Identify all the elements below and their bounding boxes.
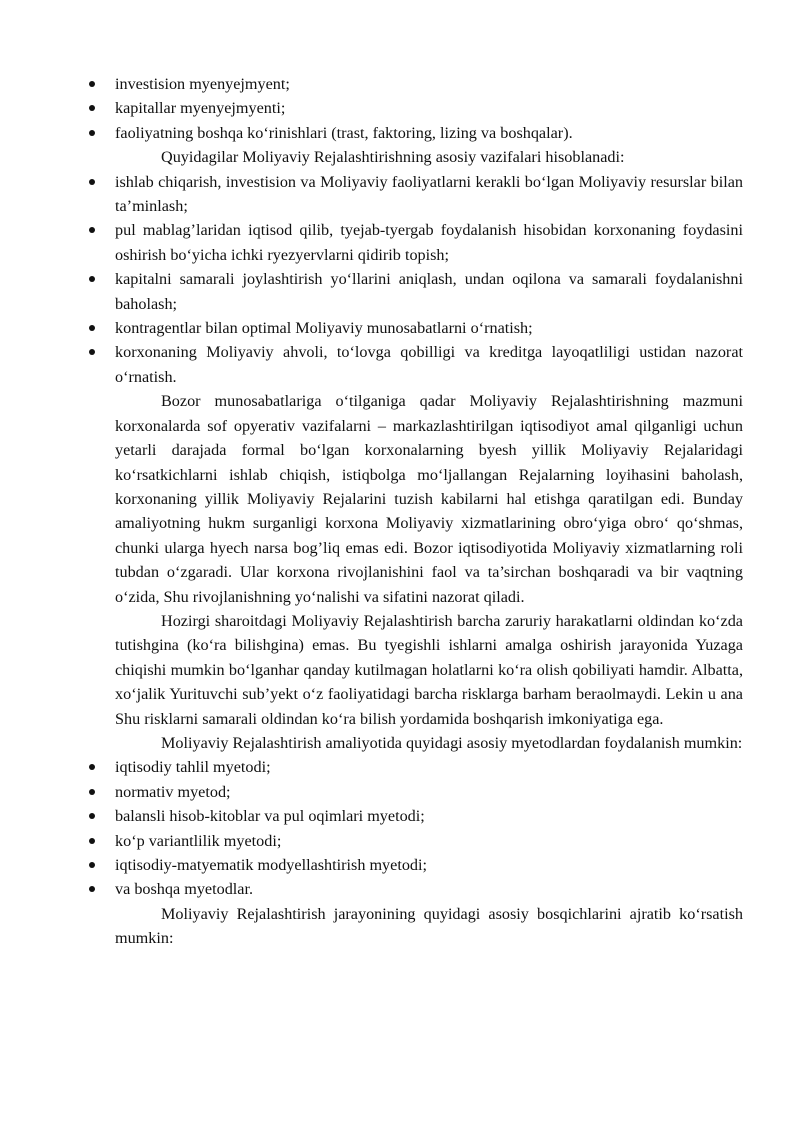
bullet-item	[85, 780, 743, 804]
bullet-text: va boshqa myetodlar.	[115, 880, 254, 899]
bullet-text: iqtisodiy tahlil myetodi;	[115, 758, 271, 777]
bullet-item	[85, 316, 743, 340]
bullet-dot-icon	[89, 838, 95, 844]
bullet-text: kapitalni samarali joylashtirish yo‘llarini aniqlash, undan oqilona va samarali foydalanishni baholash;	[115, 270, 743, 313]
bullet-text: ishlab chiqarish, investision va Moliyaviy faoliyatlarni kerakli bo‘lgan Moliyaviy resurslar bilan ta’minlash;	[115, 172, 743, 216]
bullet-dot-icon	[89, 179, 95, 185]
document-body	[85, 72, 743, 951]
bullet-item	[85, 340, 743, 389]
bullet-item	[85, 96, 743, 120]
bullet-dot-icon	[89, 227, 95, 233]
bullet-item	[85, 72, 743, 96]
bullet-text: kontragentlar bilan optimal Moliyaviy munosabatlarni o‘rnatish;	[115, 319, 533, 338]
paragraph: Moliyaviy Rejalashtirish amaliyotida quyidagi asosiy myetodlardan foydalanish mumkin:	[161, 733, 743, 752]
bullet-dot-icon	[89, 813, 95, 819]
bullet-text: pul mablag’laridan iqtisod qilib, tyejab-tyergab foydalanish hisobidan korxonaning foydasini oshirish bo‘yicha ichki ryezyervlarni qidirib topish;	[115, 221, 743, 264]
bullet-dot-icon	[89, 105, 95, 111]
bullet-item	[85, 877, 743, 901]
bullet-text: faoliyatning boshqa ko‘rinishlari (trast, faktoring, lizing va boshqalar).	[115, 123, 573, 142]
bullet-item	[85, 804, 743, 828]
paragraph: Quyidagilar Moliyaviy Rejalashtirishning asosiy vazifalari hisoblanadi:	[161, 148, 625, 167]
bullet-item	[85, 170, 743, 219]
bullet-dot-icon	[89, 764, 95, 770]
paragraph: Bozor munosabatlariga o‘tilganiga qadar Moliyaviy Rejalashtirishning mazmuni korxonalarda sof opyerativ vazifalarni – markazlashtirilgan iqtisodiyot amal qilganligi uchun yetarli darajada formal bo‘lgan korxonalarning byesh yillik Moliyaviy Rejalaridagi ko‘rsatkichlarni ishlab chiqish, istiqbolga mo‘ljallangan Rejalarning loyihasini baholash, korxonaning yillik Moliyaviy Rejalarini tuzish kabilarni hal etishga qaratilgan edi. Bunday amaliyotning hukm surganligi korxona Moliyaviy xizmatlarining obro‘yiga obro‘ qo‘shmas, chunki ularga hyech narsa bog’liq emas edi. Bozor iqtisodiyotida Moliyaviy xizmatlarning roli tubdan o‘zgaradi. Ular korxona rivojlanishini faol va ta’sirchan boshqaradi va bir vaqtning o‘zida, Shu rivojlanishning yo‘nalishi va sifatini nazorat qiladi.	[115, 392, 743, 606]
bullet-text: investision myenyejmyent;	[115, 75, 290, 93]
bullet-text: kapitallar myenyejmyenti;	[115, 99, 286, 118]
bullet-dot-icon	[89, 862, 95, 868]
bullet-text: korxonaning Moliyaviy ahvoli, to‘lovga qobilligi va kreditga layoqatliligi ustidan nazorat o‘rnatish.	[115, 343, 743, 386]
bullet-dot-icon	[89, 349, 95, 355]
paragraph: Moliyaviy Rejalashtirish jarayonining quyidagi asosiy bosqichlarini ajratib ko‘rsatish mumkin:	[115, 904, 743, 948]
bullet-dot-icon	[89, 789, 95, 795]
bullet-text: normativ myetod;	[115, 782, 231, 801]
bullet-dot-icon	[89, 886, 95, 892]
paragraph: Hozirgi sharoitdagi Moliyaviy Rejalashtirish barcha zaruriy harakatlarni oldindan ko‘zda tutishgina (ko‘ra bilishgina) emas. Bu tyegishli ishlarni amalga oshirish jarayonida Yuzaga chiqishi mumkin bo‘lganhar qanday kutilmagan holatlarni ko‘ra olish qobiliyati hamdir. Albatta, xo‘jalik Yurituvchi sub’yekt o‘z faoliyatidagi barcha risklarga barham beraolmaydi. Lekin u ana Shu risklarni samarali oldindan ko‘ra bilish yordamida boshqarish imkoniyatiga ega.	[115, 611, 743, 728]
bullet-text: iqtisodiy-matyematik modyellashtirish myetodi;	[115, 856, 428, 874]
bullet-dot-icon	[89, 130, 95, 136]
bullet-dot-icon	[89, 325, 95, 331]
bullet-text: ko‘p variantlilik myetodi;	[115, 831, 282, 850]
bullet-dot-icon	[89, 81, 95, 87]
bullet-item	[85, 121, 743, 145]
bullet-item	[85, 218, 743, 267]
bullet-dot-icon	[89, 276, 95, 282]
bullet-item	[85, 829, 743, 853]
bullet-item	[85, 853, 743, 877]
bullet-text: balansli hisob-kitoblar va pul oqimlari myetodi;	[115, 807, 425, 826]
bullet-item	[85, 755, 743, 779]
bullet-item	[85, 267, 743, 316]
